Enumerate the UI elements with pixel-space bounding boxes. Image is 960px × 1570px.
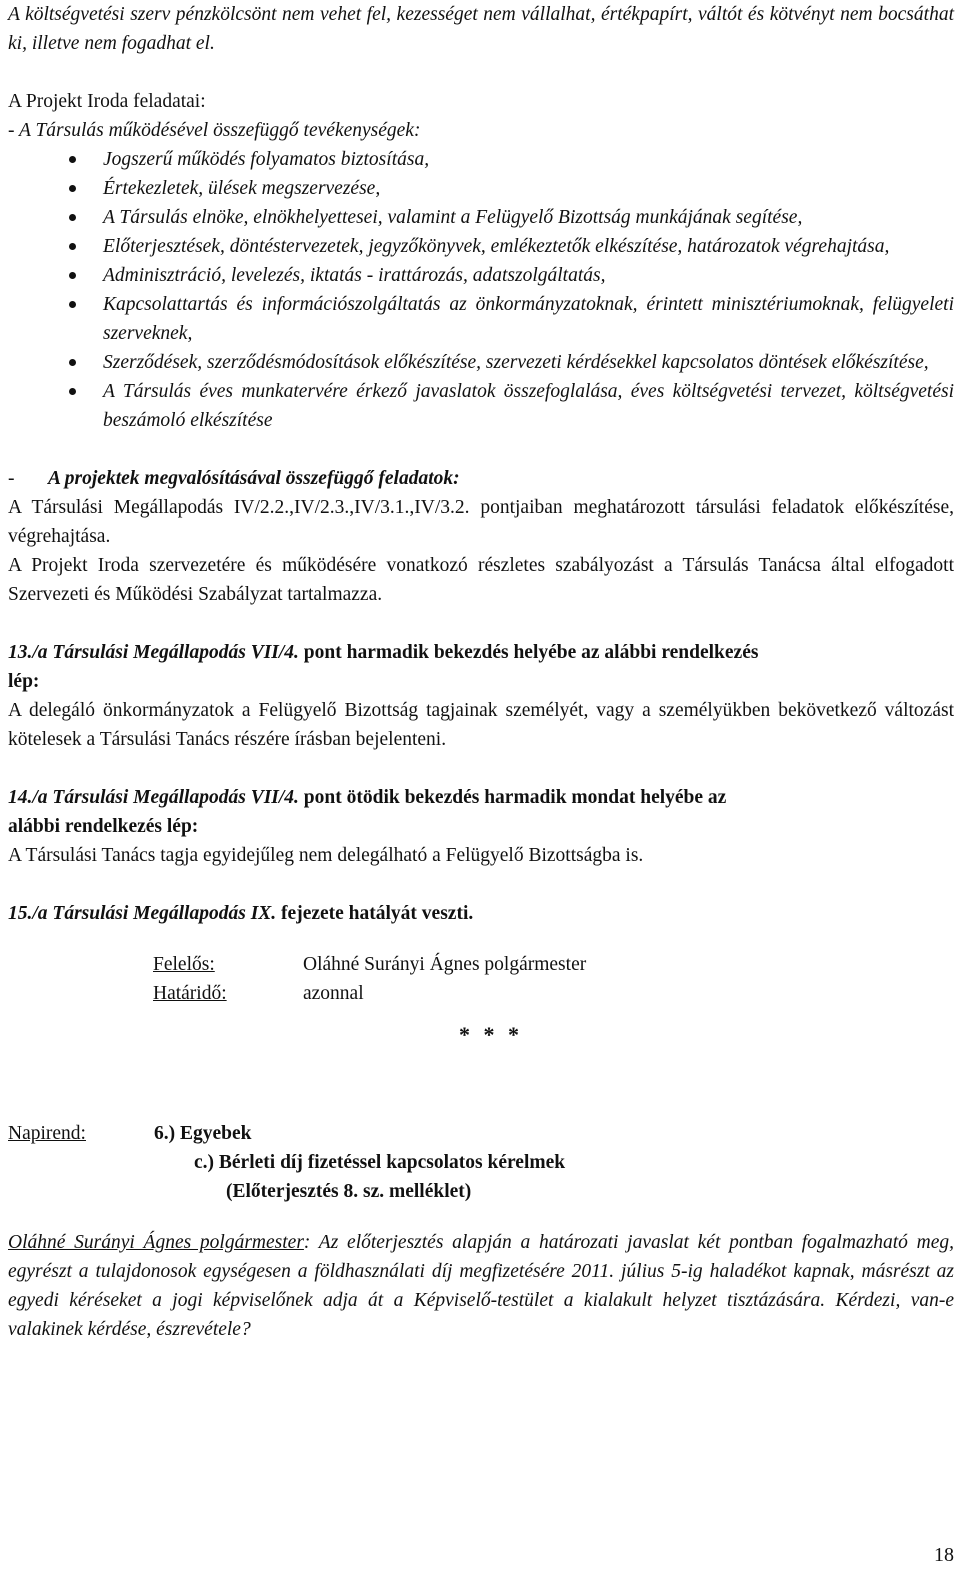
section-15-heading-rest: fejezete hatályát veszti. — [276, 903, 474, 924]
bullet-item: Kapcsolattartás és információszolgáltatás az önkormányzatoknak, érintett minisztériumoknak, felügyeleti szerveknek, — [8, 290, 954, 348]
section-14-body: A Társulási Tanács tagja egyidejűleg nem delegálható a Felügyelő Bizottságba is. — [8, 845, 644, 866]
section-13-heading-end: lép: — [8, 671, 40, 692]
section-13-heading — [8, 638, 954, 696]
section-15-heading-italic: 15./a Társulási Megállapodás IX. — [8, 903, 277, 924]
bullet-item: Adminisztráció, levelezés, iktatás - irattározás, adatszolgáltatás, — [8, 261, 954, 290]
speaker-name: Oláhné Surányi Ágnes polgármester — [8, 1232, 304, 1253]
responsible-row — [153, 950, 954, 979]
section-separator: * * * — [459, 1022, 523, 1047]
section-14-heading-end: alábbi rendelkezés lép: — [8, 816, 199, 837]
section-14-heading-italic: 14./a Társulási Megállapodás VII/4. — [8, 787, 299, 808]
section-15-heading — [8, 899, 954, 928]
bullet-item: Jogszerű működés folyamatos biztosítása, — [8, 145, 954, 174]
section-13-body: A delegáló önkormányzatok a Felügyelő Bizottság tagjainak személyét, vagy a személyükben bekövetkező változást kötelesek a Társulási Tanács részére írásban bejelenteni. — [8, 700, 954, 750]
deadline-value: azonnal — [303, 983, 364, 1004]
projects-heading-text: A projektek megvalósításával összefüggő feladatok: — [48, 468, 460, 489]
section-14-heading — [8, 783, 954, 841]
agenda-body — [154, 1119, 565, 1206]
document-page — [8, 0, 954, 1344]
agenda-item-title: 6.) Egyebek — [154, 1123, 252, 1144]
tasks-heading: A Projekt Iroda feladatai: — [8, 91, 206, 112]
responsible-block — [153, 950, 954, 1008]
agenda-subitem-title: c.) Bérleti díj fizetéssel kapcsolatos kérelmek — [194, 1152, 566, 1173]
responsible-label: Felelős: — [153, 954, 215, 975]
deadline-label: Határidő: — [153, 983, 227, 1004]
bullet-item: A Társulás éves munkatervére érkező javaslatok összefoglalása, éves költségvetési tervezet, költségvetési beszámoló elkészítése — [8, 377, 954, 435]
section-13-heading-rest: pont harmadik bekezdés helyébe az alábbi rendelkezés — [298, 642, 759, 663]
projects-paragraph-2: A Projekt Iroda szervezetére és működésére vonatkozó részletes szabályozást a Társulás Tanácsa által elfogadott Szervezeti és Működési Szabályzat tartalmazza. — [8, 555, 954, 605]
projects-heading — [8, 464, 954, 493]
projects-paragraph-1: A Társulási Megállapodás IV/2.2.,IV/2.3.,IV/3.1.,IV/3.2. pontjaiban meghatározott társulási feladatok előkészítése, végrehajtása. — [8, 497, 954, 547]
tasks-subheading: - A Társulás működésével összefüggő tevékenységek: — [8, 120, 421, 141]
section-14-heading-rest: pont ötödik bekezdés harmadik mondat helyébe az — [298, 787, 727, 808]
deadline-row — [153, 979, 954, 1008]
speech-paragraph — [8, 1228, 954, 1344]
dash-marker: - — [8, 468, 15, 489]
section-13-heading-italic: 13./a Társulási Megállapodás VII/4. — [8, 642, 299, 663]
page-number: 18 — [934, 1544, 954, 1566]
bullet-item: Előterjesztések, döntéstervezetek, jegyzőkönyvek, emlékeztetők elkészítése, határozatok végrehajtása, — [8, 232, 954, 261]
agenda-label: Napirend: — [8, 1123, 86, 1144]
speaker-colon: : — [303, 1232, 311, 1253]
bullet-item: A Társulás elnöke, elnökhelyettesei, valamint a Felügyelő Bizottság munkájának segítése, — [8, 203, 954, 232]
speech-text: Az előterjesztés alapján a határozati javaslat két pontban fogalmazható meg, egyrészt a tulajdonosok egységesen a földhasználati díj megfizetésére 2011. július 5-ig haladékot kapnak, másrészt az egyedi kéréseket a jogi képviselőnek adja át a Képviselő-testület a kialakult helyzet tisztázására. Kérdezi, van-e valakinek kérdése, észrevétele? — [8, 1232, 955, 1340]
intro-paragraph: A költségvetési szerv pénzkölcsönt nem vehet fel, kezességet nem vállalhat, értékpapírt, váltót és kötvényt nem bocsáthat ki, illetve nem fogadhat el. — [8, 4, 954, 54]
agenda-attachment-note: (Előterjesztés 8. sz. melléklet) — [226, 1181, 472, 1202]
agenda-block — [8, 1119, 954, 1206]
responsible-value: Oláhné Surányi Ágnes polgármester — [303, 954, 587, 975]
bullet-item: Szerződések, szerződésmódosítások előkészítése, szervezeti kérdésekkel kapcsolatos döntések előkészítése, — [8, 348, 954, 377]
bullet-item: Értekezletek, ülések megszervezése, — [8, 174, 954, 203]
tasks-bullet-list — [8, 145, 954, 435]
